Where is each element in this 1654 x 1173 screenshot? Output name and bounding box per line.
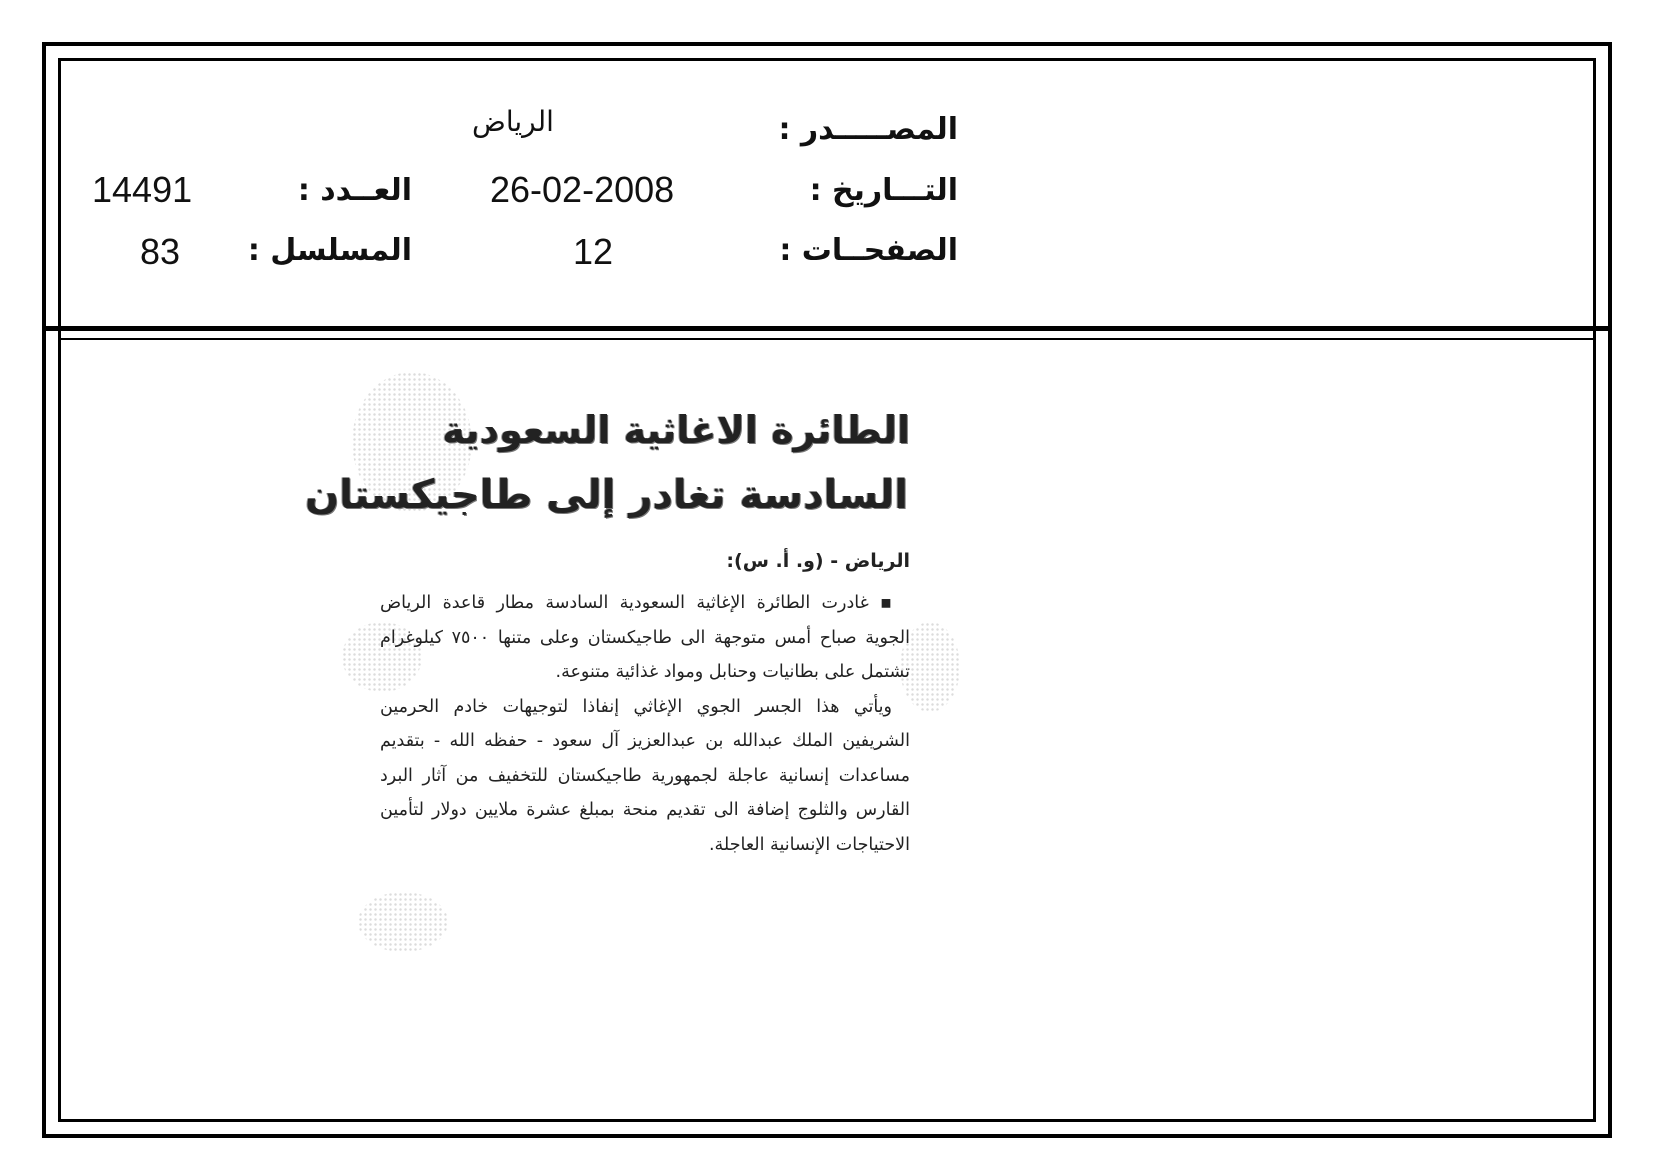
issue-value: 14491 — [92, 169, 193, 210]
issue-label: العــدد : — [297, 173, 412, 208]
article-headline-line-1: الطائرة الاغاثية السعودية — [442, 408, 910, 452]
header-divider-thin — [60, 338, 1594, 340]
pages-value: 12 — [573, 231, 614, 272]
date-label: التـــاريخ : — [809, 173, 958, 208]
pages-label: الصفحــات : — [779, 233, 958, 268]
serial-label: المسلسل : — [247, 233, 412, 268]
article-paragraph: ▪ غادرت الطائرة الإغاثية السعودية السادسة مطار قاعدة الرياض الجوية صباح أمس متوجهة الى طاجيكستان وعلى متنها ٧٥٠٠ كيلوغرام تشتمل على بطانيات وحنابل ومواد غذائية متنوعة. — [380, 593, 910, 682]
date-value: 26-02-2008 — [490, 169, 675, 210]
article-body — [380, 586, 910, 862]
article-paragraph: ويأتي هذا الجسر الجوي الإغاثي إنفاذا لتوجيهات خادم الحرمين الشريفين الملك عبدالله بن عبدالعزيز آل سعود - حفظه الله - بتقديم مساعدات إنسانية عاجلة لجمهورية طاجيكستان للتخفيف من آثار البرد القارس والثلوج إضافة الى تقديم منحة بمبلغ عشرة ملايين دولار لتأمين الاحتياجات الإنسانية العاجلة. — [380, 696, 910, 855]
header-divider — [44, 326, 1610, 331]
source-label: المصـــــدر : — [778, 112, 958, 147]
newspaper-clipping — [304, 372, 950, 944]
scan-noise — [358, 892, 448, 952]
article-dateline: الرياض - (و. أ. س): — [726, 550, 910, 572]
source-value: الرياض — [472, 105, 554, 138]
serial-value: 83 — [140, 231, 181, 272]
article-headline-line-2: السادسة تغادر إلى طاجيكستان — [304, 472, 908, 518]
